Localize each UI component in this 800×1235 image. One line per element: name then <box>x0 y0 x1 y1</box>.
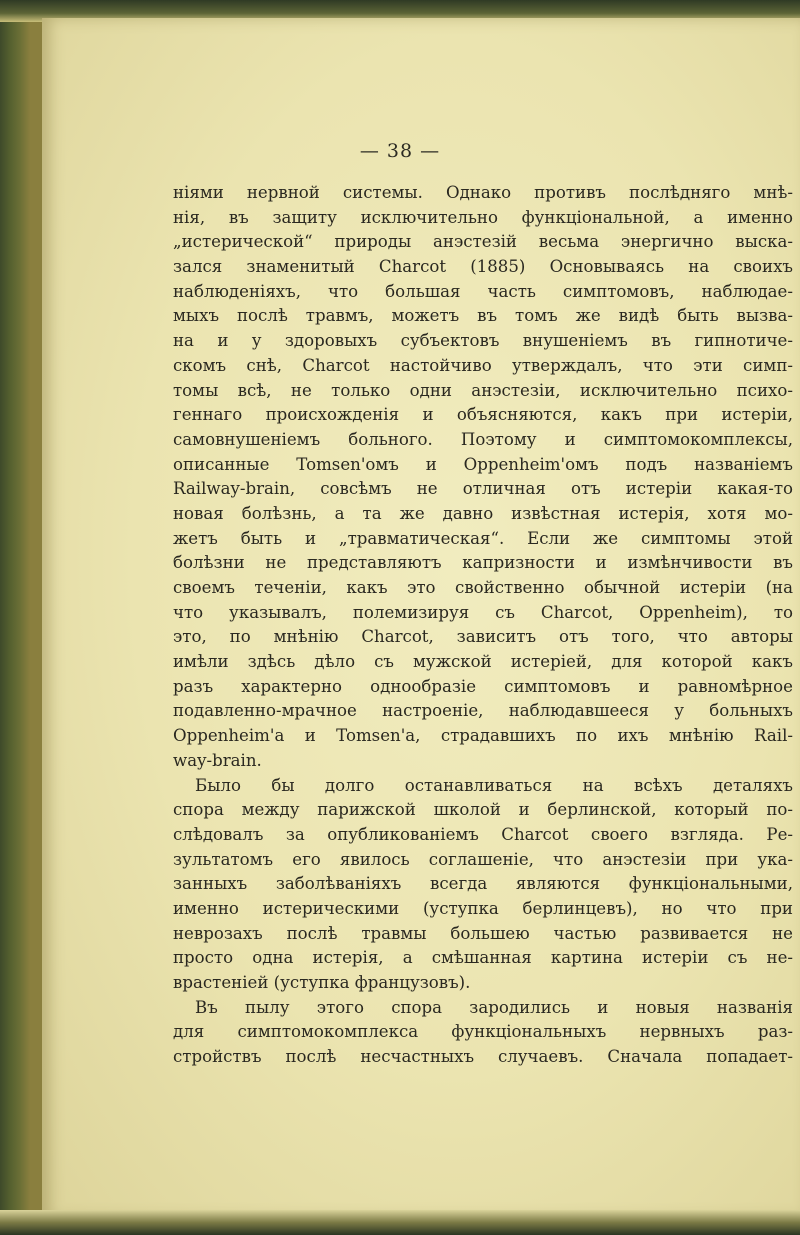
text-line: Oppenheim'a и Tomsen'a, страдавшихъ по ихъ мнѣнію Rail- <box>173 726 793 746</box>
text-line: зультатомъ его явилось соглашеніе, что анэстезіи при ука- <box>173 849 793 869</box>
text-line: стройствъ послѣ несчастныхъ случаевъ. Сначала попадает- <box>173 1047 793 1067</box>
text-line: мыхъ послѣ травмъ, можетъ въ томъ же видѣ быть вызва- <box>173 306 793 326</box>
text-line: что указывалъ, полемизируя съ Charcot, Oppenheim), то <box>173 602 793 622</box>
text-line: Въ пылу этого спора зародились и новыя названія <box>195 997 793 1017</box>
text-line: Railway-brain, совсѣмъ не отличная отъ истеріи какая-то <box>173 479 793 499</box>
text-line: Было бы долго останавливаться на всѣхъ деталяхъ <box>195 775 793 795</box>
text-line: на и у здоровыхъ субъектовъ внушеніемъ въ гипнотиче- <box>173 331 793 351</box>
body-text <box>173 181 793 1070</box>
text-line: именно истерическими (уступка берлинцевъ), но что при <box>173 898 793 918</box>
text-line: нія, въ защиту исключительно функціональной, а именно <box>173 207 793 227</box>
text-line: way-brain. <box>173 750 262 770</box>
text-line: скомъ снѣ, Charcot настойчиво утверждалъ, что эти симп- <box>173 355 793 375</box>
text-line: своемъ теченіи, какъ это свойственно обычной истеріи (на <box>173 578 793 597</box>
text-line: неврозахъ послѣ травмы большею частью развивается не <box>173 923 793 943</box>
text-line: наблюденіяхъ, что большая часть симптомовъ, наблюдае- <box>173 281 793 301</box>
text-line: врастеніей (уступка французовъ). <box>173 973 471 992</box>
text-line: болѣзни не представляютъ капризности и измѣнчивости въ <box>173 553 793 573</box>
text-line: самовнушеніемъ больного. Поэтому и симптомокомплексы, <box>173 429 793 449</box>
text-line: новая болѣзнь, а та же давно извѣстная истерія, хотя мо- <box>173 503 793 523</box>
text-line: „истерической“ природы анэстезій весьма энергично выска- <box>173 232 793 252</box>
text-line: разъ характерно однообразіе симптомовъ и равномѣрное <box>173 676 793 696</box>
page-number: — 38 — <box>359 140 441 162</box>
text-line: просто одна истерія, а смѣшанная картина истеріи съ не- <box>173 948 793 968</box>
text-line: спора между парижской школой и берлинской, который по- <box>173 800 793 820</box>
text-line: описанные Tomsen'омъ и Oppenheim'омъ подъ названіемъ <box>173 454 793 474</box>
text-line: зался знаменитый Charcot (1885) Основываясь на своихъ <box>173 257 793 277</box>
text-line: имѣли здѣсь дѣло съ мужской истеріей, для которой какъ <box>173 652 793 672</box>
text-line: для симптомокомплекса функціональныхъ нервныхъ раз- <box>173 1022 793 1042</box>
text-line: подавленно-мрачное настроеніе, наблюдавшееся у больныхъ <box>173 701 793 721</box>
text-line: занныхъ заболѣваніяхъ всегда являются функціональными, <box>173 874 793 894</box>
text-line: томы всѣ, не только одни анэстезіи, исключительно психо- <box>173 380 793 400</box>
text-line: ніями нервной системы. Однако противъ послѣдняго мнѣ- <box>173 183 793 202</box>
book-bottom-edge <box>0 1210 800 1235</box>
text-line: слѣдовалъ за опубликованіемъ Charcot своего взгляда. Ре- <box>173 824 793 844</box>
text-line: геннаго происхожденія и объясняются, какъ при истеріи, <box>173 405 793 425</box>
text-line: это, по мнѣнію Charcot, зависитъ отъ того, что авторы <box>173 627 793 647</box>
text-line: жетъ быть и „травматическая“. Если же симптомы этой <box>173 528 793 548</box>
